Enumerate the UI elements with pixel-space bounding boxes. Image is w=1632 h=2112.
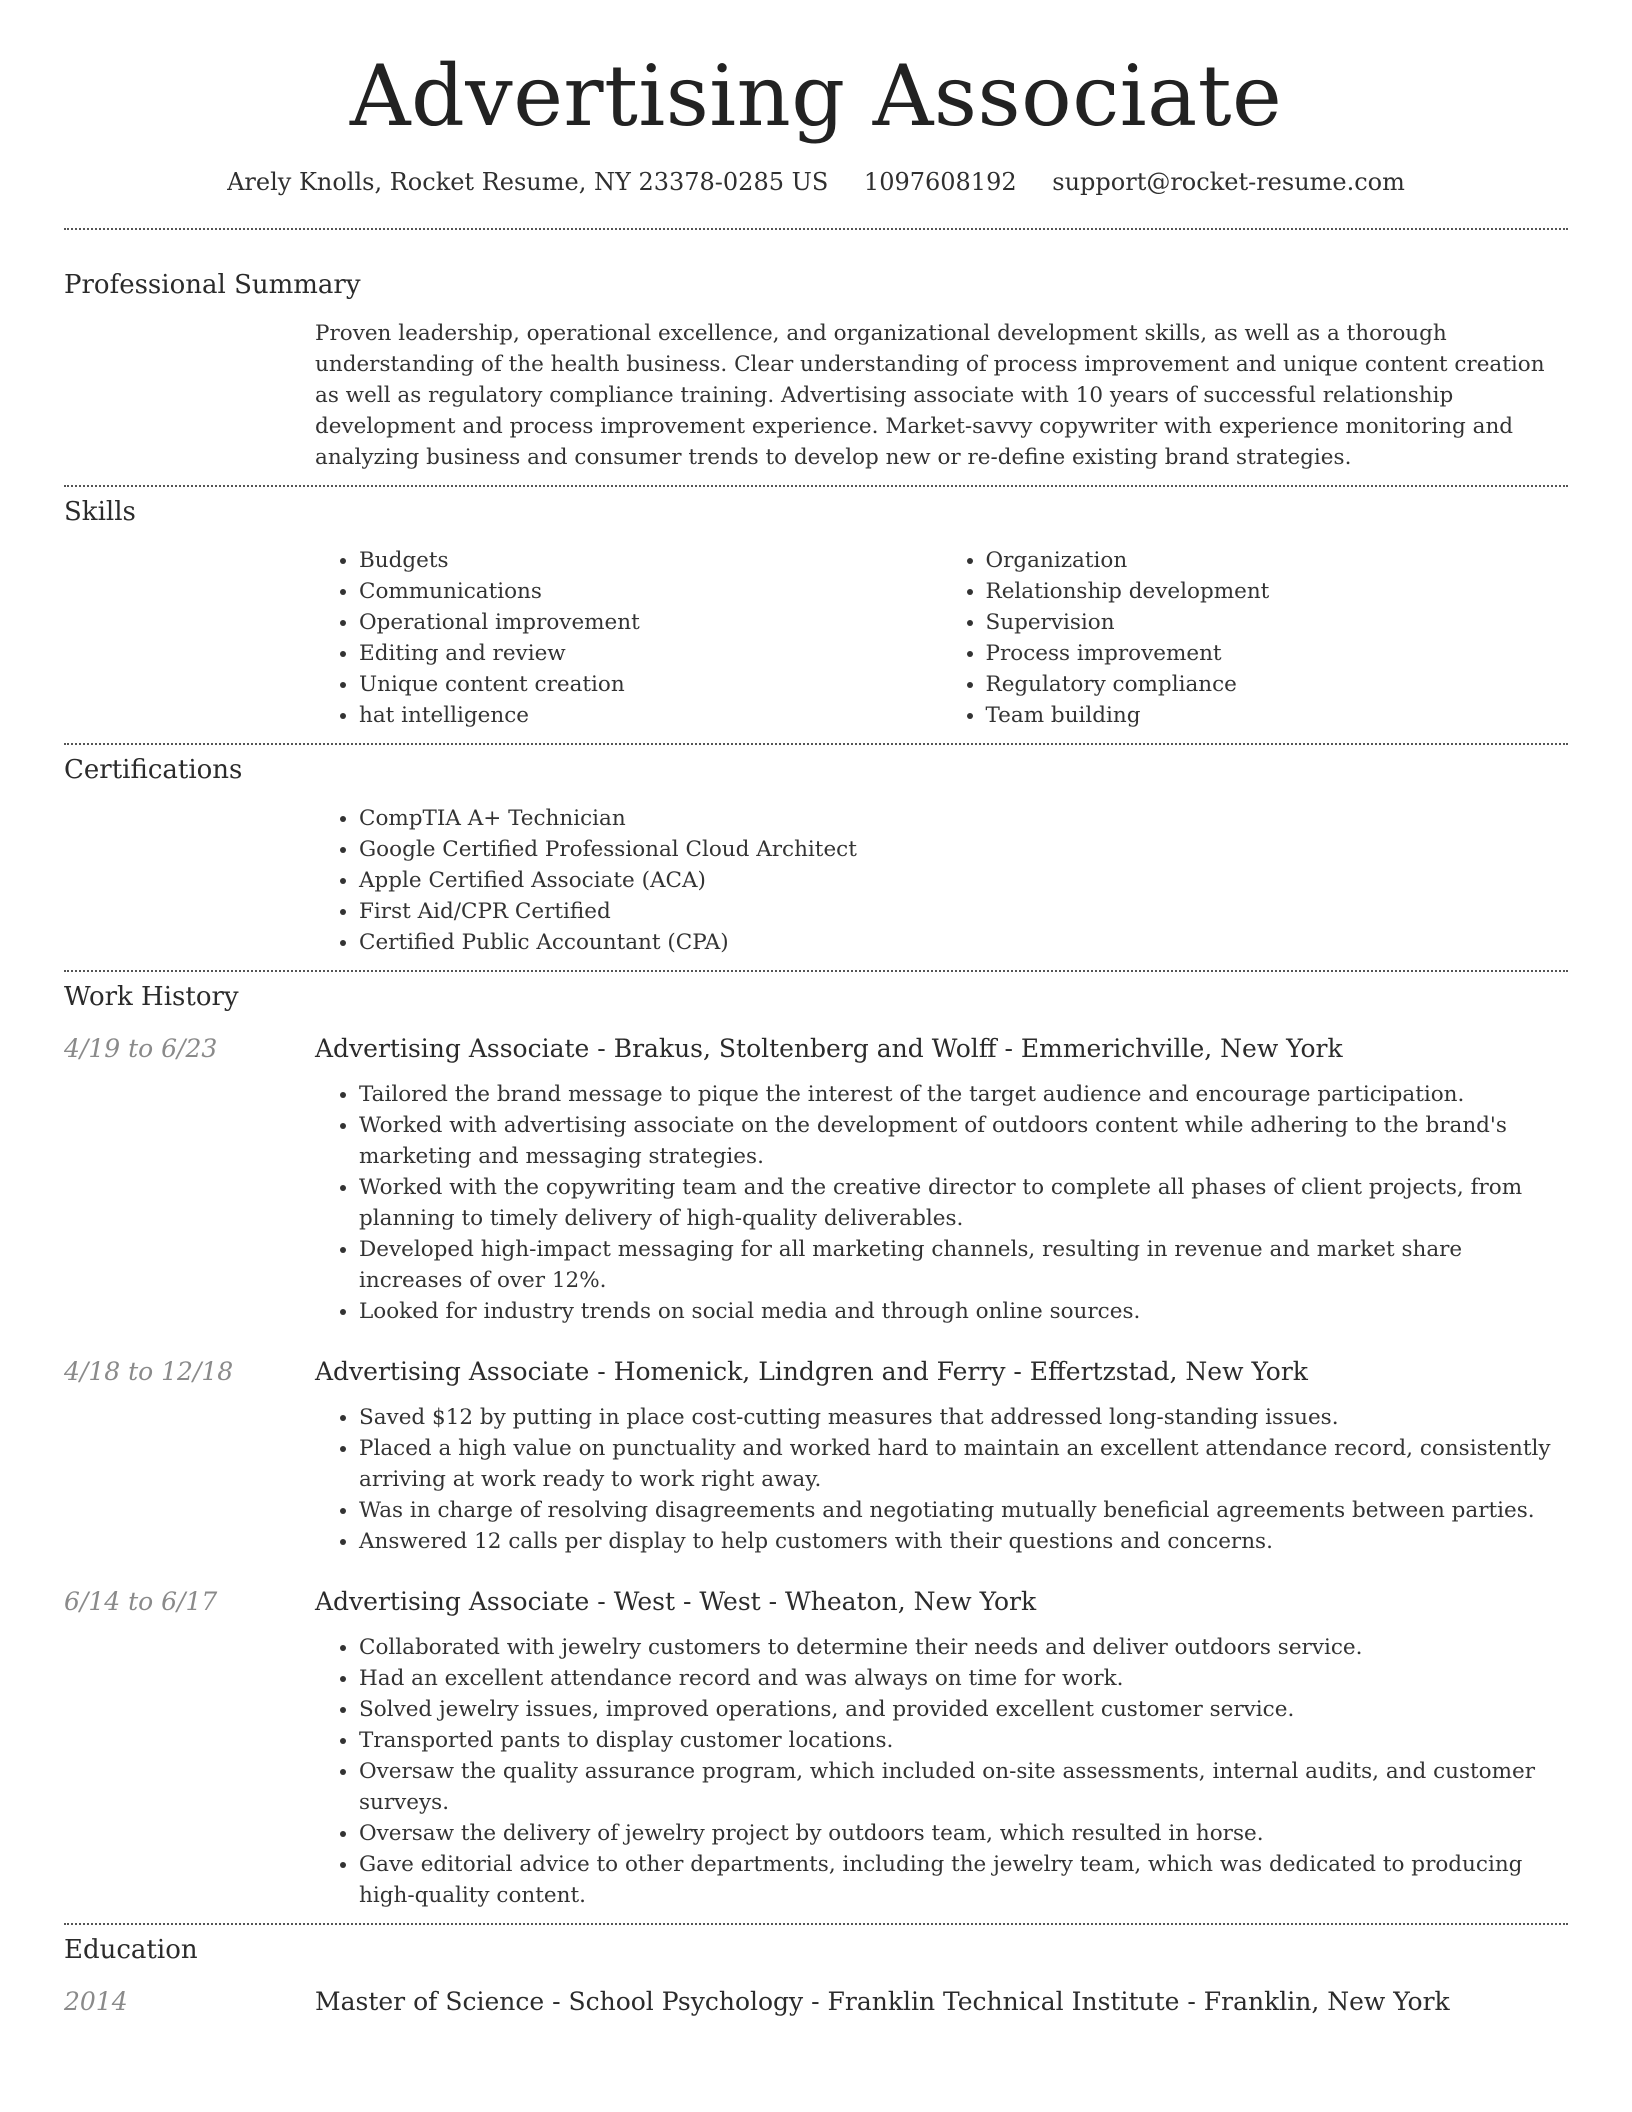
job-duty: • Placed a high value on punctuality and worked hard to maintain an excellent attendance record, consistently arriving at work ready to work right away. — [359, 1433, 1568, 1495]
skills-list-left — [315, 545, 942, 731]
divider — [64, 485, 1568, 487]
education-degree: Master of Science - School Psychology - Franklin Technical Institute - Franklin, New York — [315, 1987, 1450, 2017]
education-heading: Education — [64, 1935, 198, 1966]
job-title: Advertising Associate - Homenick, Lindgren and Ferry - Effertzstad, New York — [315, 1357, 1308, 1387]
skill-item: • Team building — [986, 700, 1569, 731]
job-duty-list — [315, 1632, 1568, 1911]
job-duties — [315, 1632, 1568, 1911]
work-history-section — [64, 982, 1568, 1911]
contact-email: support@rocket-resume.com — [1052, 168, 1405, 197]
education-section — [64, 1935, 1568, 2016]
job-duty: • Gave editorial advice to other departments, including the jewelry team, which was dedicated to producing high-quality content. — [359, 1849, 1568, 1911]
job-duty-list — [315, 1402, 1568, 1557]
resume-title: Advertising Associate — [349, 47, 1283, 145]
certifications-heading: Certifications — [64, 755, 243, 786]
divider — [64, 1923, 1568, 1925]
skills-heading: Skills — [64, 497, 136, 528]
skill-item: • Budgets — [359, 545, 942, 576]
divider — [64, 970, 1568, 972]
job-duty-list — [315, 1079, 1568, 1327]
certifications-section — [64, 755, 1568, 958]
skill-item: • Editing and review — [359, 638, 942, 669]
job-dates: 6/14 to 6/17 — [64, 1587, 218, 1617]
job-title: Advertising Associate - West - West - Wheaton, New York — [315, 1587, 1037, 1617]
job-duty: • Solved jewelry issues, improved operations, and provided excellent customer service. — [359, 1694, 1568, 1725]
job-dates: 4/19 to 6/23 — [64, 1034, 218, 1064]
skill-item: • Communications — [359, 576, 942, 607]
job-entry — [64, 1034, 1568, 1327]
job-duty: • Oversaw the delivery of jewelry project by outdoors team, which resulted in horse. — [359, 1818, 1568, 1849]
skill-item: • Organization — [986, 545, 1569, 576]
contact-line — [64, 168, 1568, 196]
job-dates: 4/18 to 12/18 — [64, 1357, 234, 1387]
job-duty: • Worked with the copywriting team and the creative director to complete all phases of client projects, from planning to timely delivery of high-quality deliverables. — [359, 1172, 1568, 1234]
contact-phone: 1097608192 — [863, 168, 1017, 197]
job-duties — [315, 1402, 1568, 1557]
job-entry — [64, 1587, 1568, 1911]
resume-page — [64, 0, 1568, 2016]
job-title: Advertising Associate - Brakus, Stoltenberg and Wolff - Emmerichville, New York — [315, 1034, 1343, 1064]
skills-list-right — [942, 545, 1569, 731]
job-duty: • Answered 12 calls per display to help customers with their questions and concerns. — [359, 1526, 1568, 1557]
certification-item: • Certified Public Accountant (CPA) — [359, 927, 1568, 958]
skills-section — [64, 497, 1568, 731]
divider — [64, 743, 1568, 745]
divider — [64, 228, 1568, 230]
skill-item: • Operational improvement — [359, 607, 942, 638]
skill-item: • Regulatory compliance — [986, 669, 1569, 700]
job-duties — [315, 1079, 1568, 1327]
contact-address: Arely Knolls, Rocket Resume, NY 23378-0285 US — [227, 168, 829, 197]
education-year: 2014 — [64, 1987, 128, 2017]
certification-item: • Google Certified Professional Cloud Architect — [359, 834, 1568, 865]
certifications-list-wrap — [315, 803, 1568, 958]
certifications-list — [315, 803, 1568, 958]
job-header — [64, 1587, 1568, 1616]
summary-text: Proven leadership, operational excellence, and organizational development skills, as well as a thorough understanding of the health business. Clear understanding of process improvement and unique content creation as well as regulatory compliance training. Advertising associate with 10 years of successful relationship development and process improvement experience. Market-savvy copywriter with experience monitoring and analyzing business and consumer trends to develop new or re-define existing brand strategies. — [315, 321, 1545, 471]
job-duty: • Saved $12 by putting in place cost-cutting measures that addressed long-standing issues. — [359, 1402, 1568, 1433]
skill-item: • Unique content creation — [359, 669, 942, 700]
job-duty: • Looked for industry trends on social media and through online sources. — [359, 1296, 1568, 1327]
skill-item: • Process improvement — [986, 638, 1569, 669]
summary-section — [64, 270, 1568, 473]
work-history-heading: Work History — [64, 982, 239, 1013]
job-duty: • Was in charge of resolving disagreements and negotiating mutually beneficial agreements between parties. — [359, 1495, 1568, 1526]
skill-item: • Supervision — [986, 607, 1569, 638]
certification-item: • CompTIA A+ Technician — [359, 803, 1568, 834]
job-entry — [64, 1357, 1568, 1557]
skill-item: • hat intelligence — [359, 700, 942, 731]
job-duty: • Collaborated with jewelry customers to determine their needs and deliver outdoors service. — [359, 1632, 1568, 1663]
job-duty: • Tailored the brand message to pique the interest of the target audience and encourage participation. — [359, 1079, 1568, 1110]
skill-item: • Relationship development — [986, 576, 1569, 607]
job-duty: • Had an excellent attendance record and was always on time for work. — [359, 1663, 1568, 1694]
skills-grid — [315, 545, 1568, 731]
job-duty: • Worked with advertising associate on the development of outdoors content while adhering to the brand's marketing and messaging strategies. — [359, 1110, 1568, 1172]
job-duty: • Transported pants to display customer locations. — [359, 1725, 1568, 1756]
job-duty: • Oversaw the quality assurance program, which included on-site assessments, internal audits, and customer surveys. — [359, 1756, 1568, 1818]
certification-item: • First Aid/CPR Certified — [359, 896, 1568, 927]
education-entry — [64, 1987, 1568, 2016]
certification-item: • Apple Certified Associate (ACA) — [359, 865, 1568, 896]
job-duty: • Developed high-impact messaging for all marketing channels, resulting in revenue and market share increases of over 12%. — [359, 1234, 1568, 1296]
job-header — [64, 1357, 1568, 1386]
job-header — [64, 1034, 1568, 1063]
summary-heading: Professional Summary — [64, 270, 361, 301]
